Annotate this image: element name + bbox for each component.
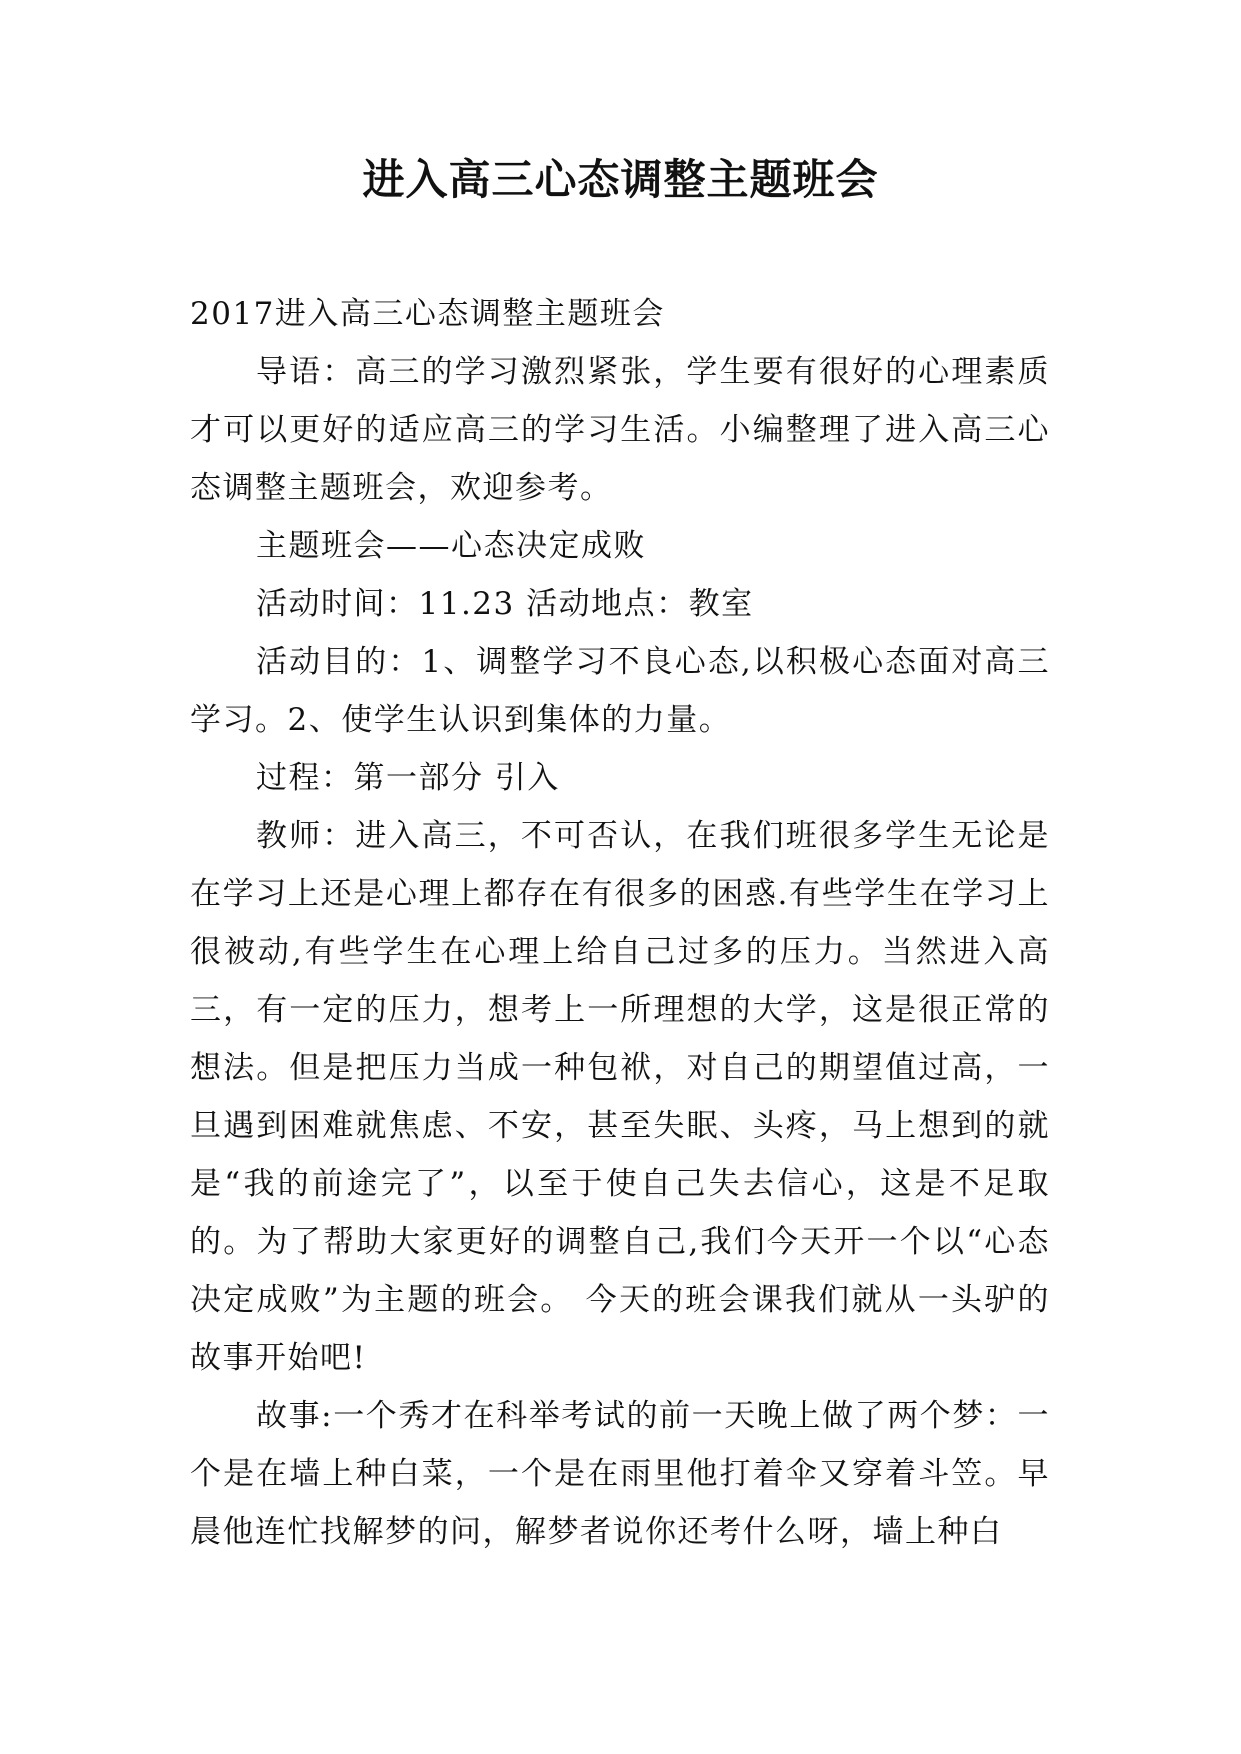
paragraph-time-place: 活动时间：11.23 活动地点：教室	[256, 586, 754, 622]
paragraph-intro: 导语：高三的学习激烈紧张，学生要有很好的心理素质才可以更好的适应高三的学习生活。小编整理了进入高三心态调整主题班会，欢迎参考。	[190, 354, 1050, 506]
paragraph-process: 过程：第一部分 引入	[256, 760, 560, 796]
paragraph-subtitle: 2017进入高三心态调整主题班会	[190, 296, 665, 332]
paragraph-theme: 主题班会——心态决定成败	[256, 528, 646, 564]
paragraph-story: 故事:一个秀才在科举考试的前一天晚上做了两个梦：一个是在墙上种白菜，一个是在雨里他打着伞又穿着斗笠。早晨他连忙找解梦的问，解梦者说你还考什么呀，墙上种白	[190, 1398, 1050, 1550]
document-title: 进入高三心态调整主题班会	[362, 155, 879, 204]
document-body	[190, 285, 1050, 1561]
paragraph-purpose: 活动目的：1、调整学习不良心态,以积极心态面对高三学习。2、使学生认识到集体的力量。	[190, 644, 1050, 738]
paragraph-teacher: 教师：进入高三，不可否认，在我们班很多学生无论是在学习上还是心理上都存在有很多的困惑.有些学生在学习上很被动,有些学生在心理上给自己过多的压力。当然进入高三，有一定的压力，想考上一所理想的大学，这是很正常的想法。但是把压力当成一种包袱，对自己的期望值过高，一旦遇到困难就焦虑、不安，甚至失眠、头疼，马上想到的就是“我的前途完了”，以至于使自己失去信心，这是不足取的。为了帮助大家更好的调整自己,我们今天开一个以“心态决定成败”为主题的班会。 今天的班会课我们就从一头驴的故事开始吧!	[190, 818, 1050, 1376]
